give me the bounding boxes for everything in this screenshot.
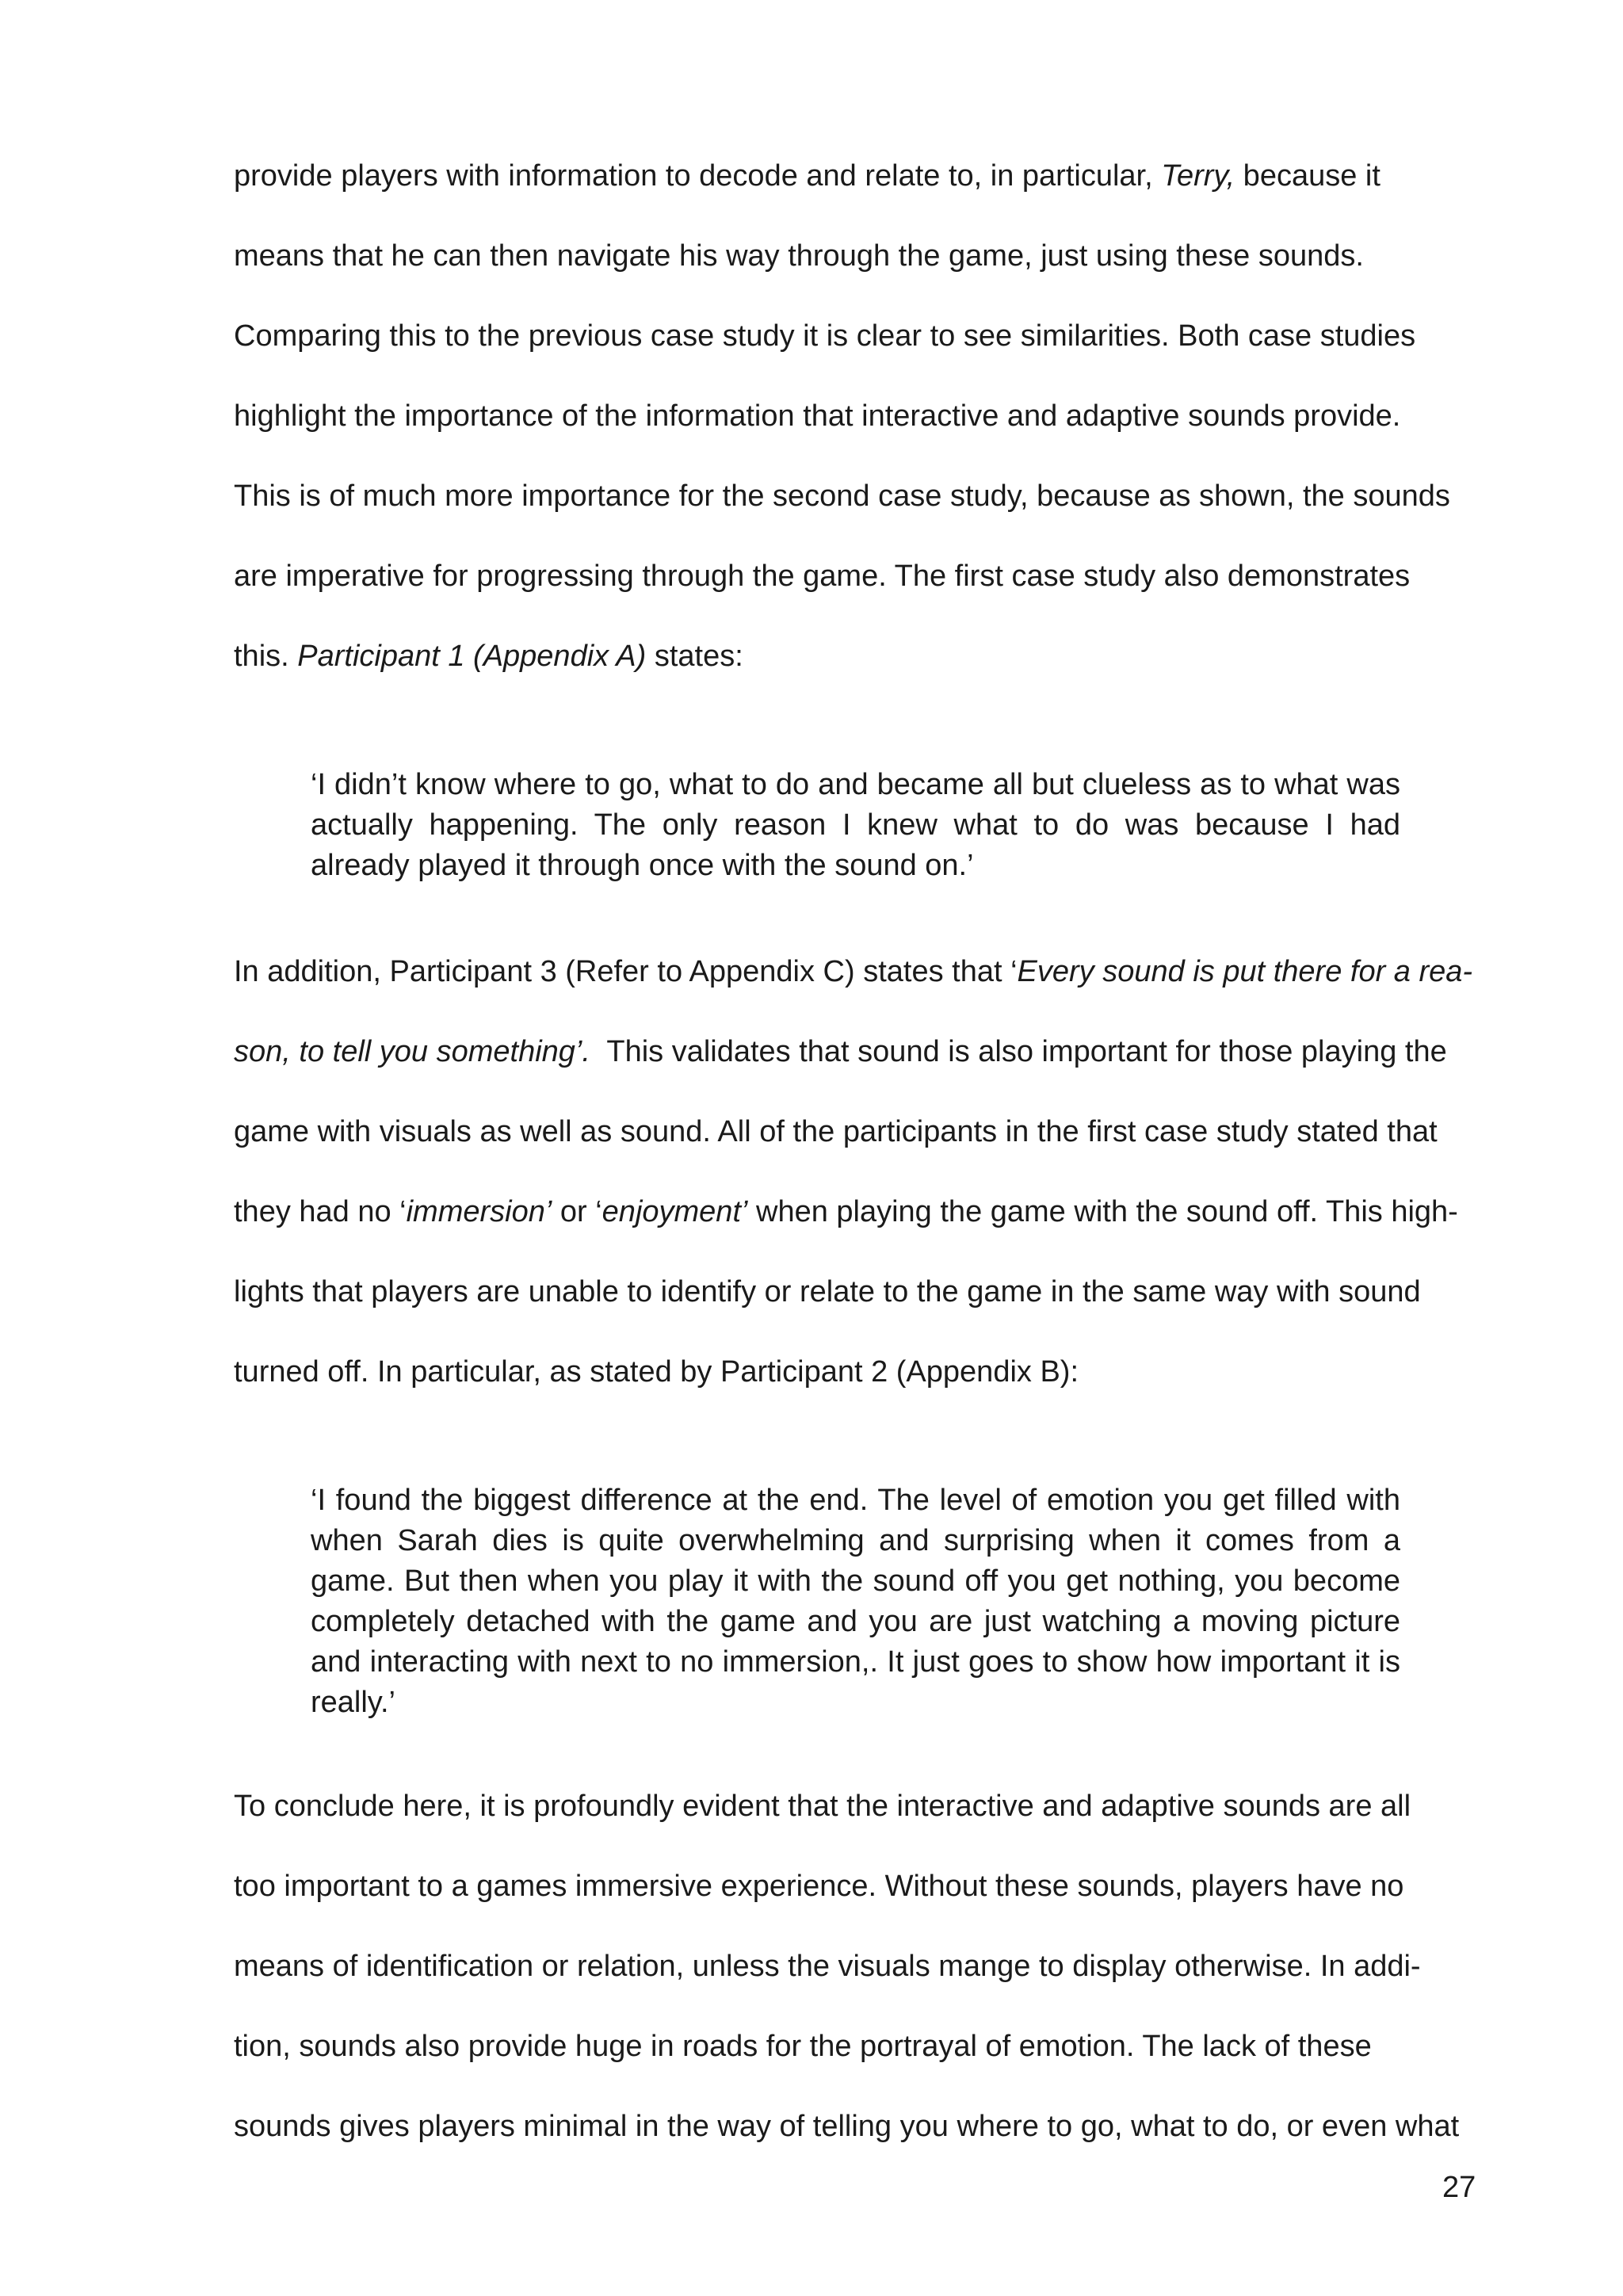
paragraph-3-line-2: too important to a games immersive experience. Without these sounds, players have no bbox=[234, 1870, 1404, 1903]
paragraph-3-line-1: To conclude here, it is profoundly evident that the interactive and adaptive sounds are all bbox=[234, 1790, 1411, 1823]
paragraph-2-line-4: they had no ‘immersion’ or ‘enjoyment’ when playing the game with the sound off. This high- bbox=[234, 1195, 1458, 1228]
paragraph-3-line-3: means of identification or relation, unless the visuals mange to display otherwise. In addi- bbox=[234, 1950, 1421, 1983]
paragraph-1-line-5: This is of much more importance for the second case study, because as shown, the sounds bbox=[234, 479, 1450, 513]
paragraph-1-line-6: are imperative for progressing through the game. The first case study also demonstrates bbox=[234, 560, 1411, 593]
paragraph-1-line-4: highlight the importance of the information that interactive and adaptive sounds provide. bbox=[234, 399, 1401, 433]
paragraph-3-line-4: tion, sounds also provide huge in roads for the portrayal of emotion. The lack of these bbox=[234, 2030, 1372, 2063]
block-quote-1: ‘I didn’t know where to go, what to do and became all but clueless as to what was actually happening. The only reason I knew what to do was because I had already played it through once with the sound on.’ bbox=[311, 768, 1400, 882]
paragraph-3-line-5: sounds gives players minimal in the way of telling you where to go, what to do, or even what bbox=[234, 2110, 1460, 2143]
paragraph-2-line-1: In addition, Participant 3 (Refer to Appendix C) states that ‘Every sound is put there for a rea- bbox=[234, 955, 1473, 988]
paragraph-2-line-6: turned off. In particular, as stated by Participant 2 (Appendix B): bbox=[234, 1355, 1079, 1389]
paragraph-2-line-3: game with visuals as well as sound. All of the participants in the first case study stated that bbox=[234, 1115, 1438, 1148]
paragraph-2-line-5: lights that players are unable to identify or relate to the game in the same way with sound bbox=[234, 1275, 1421, 1308]
paragraph-1-line-3: Comparing this to the previous case study it is clear to see similarities. Both case studies bbox=[234, 319, 1416, 353]
block-quote-2: ‘I found the biggest difference at the end. The level of emotion you get filled with when Sarah dies is quite overwhelming and surprising when it comes from a game. But then when you play it with the sound off you get nothing, you become completely detached with the game and you are just watching a moving picture and interacting with next to no immersion,. It just goes to show how important it is really.’ bbox=[311, 1484, 1400, 1719]
paragraph-2-line-2: son, to tell you something’. This validates that sound is also important for those playing the bbox=[234, 1035, 1447, 1068]
paragraph-1-line-1: provide players with information to decode and relate to, in particular, Terry, because it bbox=[234, 159, 1381, 193]
page-number: 27 bbox=[1442, 2171, 1476, 2204]
paragraph-1-line-2: means that he can then navigate his way through the game, just using these sounds. bbox=[234, 239, 1364, 273]
paragraph-1-line-7: this. Participant 1 (Appendix A) states: bbox=[234, 640, 743, 673]
